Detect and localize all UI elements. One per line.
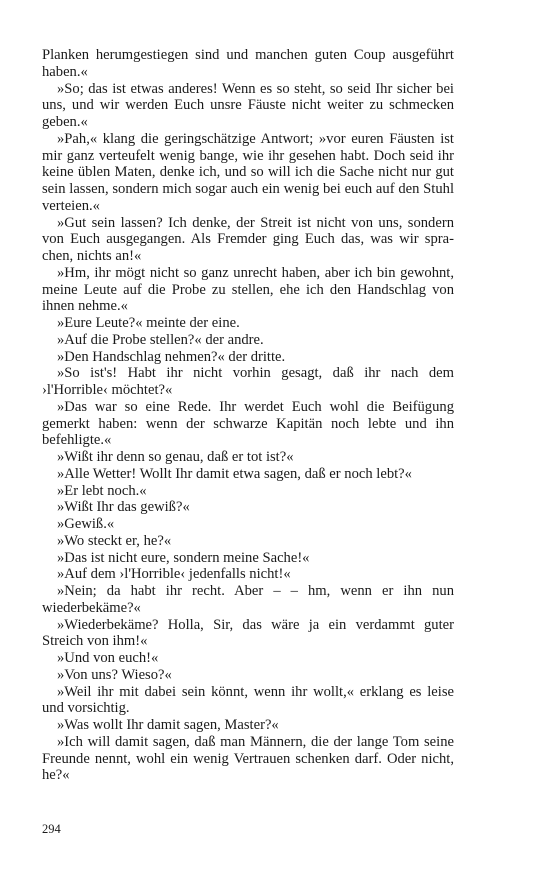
paragraph: »Gewiß.« <box>57 516 115 532</box>
paragraph: »Was wollt Ihr damit sagen, Master?« <box>57 717 279 733</box>
paragraph: »So; das ist etwas anderes! Wenn es so steht, so seid Ihr sicher bei uns, und wir werden Euch unsre Fäuste nicht weiter zu schmecken geben.« <box>42 80 454 130</box>
paragraph: »Das ist nicht eure, sondern meine Sache!« <box>57 549 310 566</box>
paragraph: »Auf dem ›l'Horrible‹ jedenfalls nicht!« <box>57 566 291 583</box>
paragraph: »Den Handschlag nehmen?« der dritte. <box>57 348 286 365</box>
paragraph: »Wo steckt er, he?« <box>57 532 172 549</box>
paragraph: »Alle Wetter! Wollt Ihr damit etwa sagen, daß er noch lebt?« <box>57 465 412 482</box>
paragraph: »Wißt Ihr das gewiß?« <box>57 499 190 516</box>
paragraph: »Gut sein lassen? Ich denke, der Streit ist nicht von uns, sondern von Euch ausgegangen. Als Fremder ging Euch das, was wir sprachen, nichts an!« <box>42 214 454 264</box>
paragraph: »Wiederbekäme? Holla, Sir, das wäre ja ein verdammt guter Streich von ihm!« <box>42 616 454 650</box>
paragraph: »Das war so eine Rede. Ihr werdet Euch wohl die Beifügung gemerkt haben: wenn der schwarze Kapitän noch lebte und ihn befehligte.« <box>42 398 454 449</box>
paragraph: »Und von euch!« <box>57 650 159 666</box>
paragraph: Planken herumgestiegen sind und manchen guten Coup ausgeführt haben.« <box>42 47 454 80</box>
paragraph: »Er lebt noch.« <box>57 482 147 499</box>
paragraph: »Von uns? Wieso?« <box>57 666 172 683</box>
paragraph: »Ich will damit sagen, daß man Männern, die der lange Tom seine Freunde nennt, wohl ein wenig Vertrauen schenken darf. Oder nicht, he?« <box>42 733 454 784</box>
page-number: 294 <box>42 822 61 836</box>
paragraph: »Wißt ihr denn so genau, daß er tot ist?« <box>57 449 294 465</box>
paragraph: »Auf die Probe stellen?« der andre. <box>57 331 264 348</box>
body-text <box>42 47 454 784</box>
paragraph: »Nein; da habt ihr recht. Aber – – hm, wenn er ihn nun wiederbekäme?« <box>42 583 454 616</box>
paragraph: »Hm, ihr mögt nicht so ganz unrecht haben, aber ich bin gewohnt, meine Leute auf die Probe zu stellen, ehe ich den Handschlag von ihnen nehme.« <box>42 264 454 315</box>
paragraph: »Weil ihr mit dabei sein könnt, wenn ihr wollt,« erklang es leise und vorsichtig. <box>42 683 454 717</box>
paragraph: »Eure Leute?« meinte der eine. <box>57 315 240 331</box>
paragraph: »So ist's! Habt ihr nicht vorhin gesagt, daß ihr nach dem ›l'Horrible‹ möchtet?« <box>42 365 454 398</box>
paragraph: »Pah,« klang die geringschätzige Antwort; »vor euren Fäusten ist mir ganz verteufelt wenig bange, wie ihr gesehen habt. Doch seid ihr keine üblen Maten, denke ich, und so will ich die Sache nicht nur gut sein lassen, sondern mich sogar auch ein wenig bei euch auf den Stuhl verteien.« <box>42 130 454 214</box>
